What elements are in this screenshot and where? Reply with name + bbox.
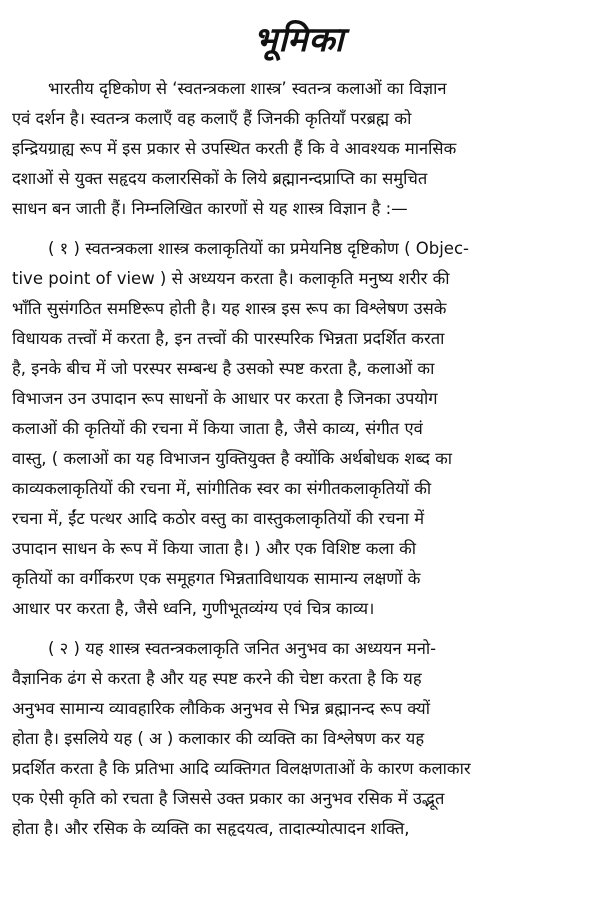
text-line: कृतियों का वर्गीकरण एक समूहगत भिन्नताविधायक सामान्य लक्षणों के	[12, 569, 421, 588]
text-line: tive point of view ) से अध्ययन करता है। कलाकृति मनुष्य शरीर की	[12, 269, 450, 288]
paragraph-point-2	[12, 634, 586, 844]
text-line: वास्तु, ( कलाओं का यह विभाजन युक्तियुक्त है क्योंकि अर्थबोधक शब्द का	[12, 449, 453, 468]
text-line: इन्द्रियग्राह्य रूप में इस प्रकार से उपस्थित करती हैं कि वे आवश्यक मानसिक	[12, 139, 457, 158]
text-line: रचना में, ईंट पत्थर आदि कठोर वस्तु का वास्तुकलाकृतियों की रचना में	[12, 509, 425, 528]
text-line: भारतीय दृष्टिकोण से ‘स्वतन्त्रकला शास्त्र’ स्वतन्त्र कलाओं का विज्ञान	[48, 79, 447, 98]
text-line: होता है। इसलिये यह ( अ ) कलाकार की व्यक्ति का विश्लेषण कर यह	[12, 729, 425, 748]
page-title: भूमिका	[253, 20, 345, 60]
paragraph-intro	[12, 74, 586, 224]
text-line: एवं दर्शन है। स्वतन्त्र कलाएँ वह कलाएँ हैं जिनकी कृतियाँ परब्रह्म को	[12, 109, 412, 128]
text-line: एक ऐसी कृति को रचता है जिससे उक्त प्रकार का अनुभव रसिक में उद्भूत	[12, 789, 445, 808]
text-line: आधार पर करता है, जैसे ध्वनि, गुणीभूतव्यंग्य एवं चित्र काव्य।	[12, 599, 375, 618]
text-line: ( २ ) यह शास्त्र स्वतन्त्रकलाकृति जनित अनुभव का अध्ययन मनो-	[48, 639, 437, 658]
paragraph-gap	[12, 224, 586, 234]
text-line: उपादान साधन के रूप में किया जाता है। ) और एक विशिष्ट कला की	[12, 539, 417, 558]
text-line: भाँति सुसंगठित समष्टिरूप होती है। यह शास्त्र इस रूप का विश्लेषण उसके	[12, 299, 447, 318]
text-line: प्रदर्शित करता है कि प्रतिभा आदि व्यक्तिगत विलक्षणताओं के कारण कलाकार	[12, 759, 471, 778]
text-line: कलाओं की कृतियों की रचना में किया जाता है, जैसे काव्य, संगीत एवं	[12, 419, 423, 438]
text-line: वैज्ञानिक ढंग से करता है और यह स्पष्ट करने की चेष्टा करता है कि यह	[12, 669, 422, 688]
text-line: अनुभव सामान्य व्यावहारिक लौकिक अनुभव से भिन्न ब्रह्मानन्द रूप क्यों	[12, 699, 430, 718]
text-line: साधन बन जाती हैं। निम्नलिखित कारणों से यह शास्त्र विज्ञान है :—	[12, 199, 408, 218]
text-line: विभाजन उन उपादान रूप साधनों के आधार पर करता है जिनका उपयोग	[12, 389, 438, 408]
text-line: ( १ ) स्वतन्त्रकला शास्त्र कलाकृतियों का प्रमेयनिष्ठ दृष्टिकोण ( Objec-	[48, 239, 469, 258]
paragraph-point-1	[12, 234, 586, 624]
text-line: होता है। और रसिक के व्यक्ति का सहृदयत्व, तादात्म्योत्पादन शक्ति,	[12, 819, 410, 838]
text-line: विधायक तत्त्वों में करता है, इन तत्त्वों की पारस्परिक भिन्नता प्रदर्शित करता	[12, 329, 445, 348]
text-line: दशाओं से युक्त सहृदय कलारसिकों के लिये ब्रह्मानन्दप्राप्ति का समुचित	[12, 169, 428, 188]
text-line: काव्यकलाकृतियों की रचना में, सांगीतिक स्वर का संगीतकलाकृतियों की	[12, 479, 432, 498]
text-line: है, इनके बीच में जो परस्पर सम्बन्ध है उसको स्पष्ट करता है, कलाओं का	[12, 359, 435, 378]
paragraph-gap	[12, 624, 586, 634]
